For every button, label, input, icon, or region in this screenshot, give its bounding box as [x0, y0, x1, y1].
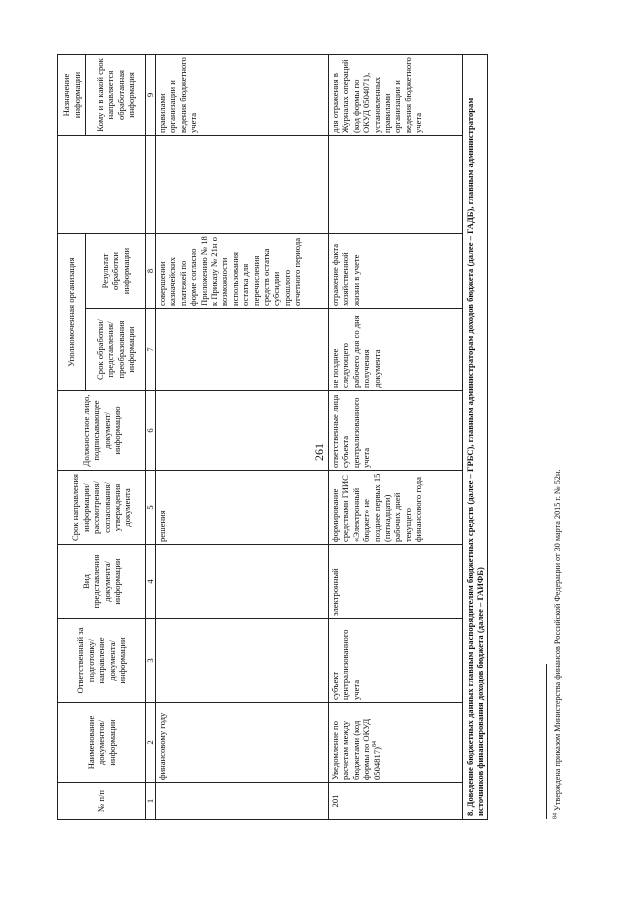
- header-deadline: Срок направления информации/ рассмотрения/ согласования/ утверждения документа: [58, 471, 146, 545]
- cell-kind: электронный: [329, 545, 463, 619]
- col-number: 8: [146, 233, 156, 308]
- header-purpose-group: Назначение информации: [58, 54, 86, 135]
- header-signer: Должностное лицо, подписывающее документ/ информацию: [58, 391, 146, 471]
- col-number: 6: [146, 391, 156, 471]
- header-processing: Срок обработки/ представления/ преобразования информации: [86, 309, 146, 391]
- col-number: 7: [146, 309, 156, 391]
- header-num: № п/п: [58, 783, 146, 820]
- table-row: [329, 54, 463, 819]
- cell-destination: правилами организации и ведения бюджетного учета: [156, 54, 329, 135]
- cell-processing: не позднее следующего рабочего дня со дня получения документа: [329, 309, 463, 391]
- header-responsible: Ответственный за подготовку/ направление документа/ информации: [58, 619, 146, 703]
- cell-responsible: субъект централизованного учета: [329, 619, 463, 703]
- cell-num: 201: [329, 783, 463, 820]
- cell-result: отражение факта хозяйственной жизни в учете: [329, 233, 463, 308]
- header-empty: [58, 135, 146, 233]
- header-name: Наименование документов/ информации: [58, 703, 146, 783]
- page-number: 261: [312, 443, 326, 461]
- footnote-rule: [546, 664, 547, 819]
- col-number: 3: [146, 619, 156, 703]
- cell-result: совершении казначейских платежей по форме согласно Приложению № 18 к Приказу № 21н о возможности использования остатка для перечисления средств остатка субсидии прошлого отчетного периода: [156, 233, 329, 308]
- col-number: 2: [146, 703, 156, 783]
- cell-destination: для отражения в Журналах операций (код формы по ОКУД 0504071), установленных правилами организации и ведения бюджетного учета: [329, 54, 463, 135]
- procedure-table: [57, 54, 488, 820]
- cell-name: финансовому году: [156, 703, 329, 783]
- header-destination: Кому и в какой срок направляется обработанная информация: [86, 54, 146, 135]
- cell-deadline: решения: [156, 471, 329, 545]
- header-org-group: Уполномоченная организация: [58, 233, 86, 390]
- col-number: 4: [146, 545, 156, 619]
- col-number: 1: [146, 783, 156, 820]
- cell-name: Уведомление по расчетам между бюджетами (код формы по ОКУД 0504817)$^{84}$: [329, 703, 463, 783]
- header-kind: Вид представления документа/ информации: [58, 545, 146, 619]
- cell-signer: ответственные лица субъекта централизованного учета: [329, 391, 463, 471]
- footnote-ref: 84: [371, 741, 378, 748]
- section-heading: 8. Доведение бюджетных данных главным распорядителям бюджетных средств (далее – ГРБС), главным администраторам доходов бюджета (далее – ГАДБ), главным администраторам источников финансирования доходов бюджета (далее – ГАИФБ): [463, 54, 488, 819]
- header-result: Результат обработки информации: [86, 233, 146, 308]
- footnote: $^{84}$ Утверждена приказом Министерства финансов Российской Федерации от 30 марта 2015 г. № 52н.: [552, 469, 562, 819]
- col-number: 5: [146, 471, 156, 545]
- col-number-empty: [146, 135, 156, 233]
- col-number: 9: [146, 54, 156, 135]
- cell-deadline: формирование средствами ГИИС «Электронный бюджет» не позднее первых 15 (пятнадцати) рабочих дней текущего финансового года: [329, 471, 463, 545]
- section-row: [463, 54, 488, 819]
- table-row: [156, 54, 329, 819]
